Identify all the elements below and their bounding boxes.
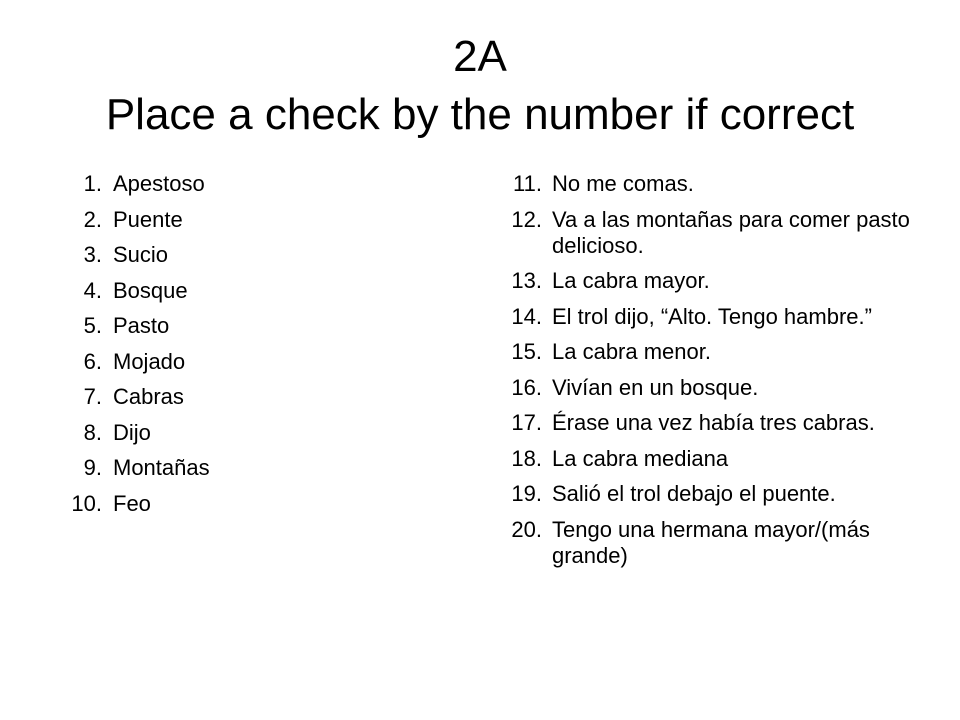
- slide-title: [0, 28, 960, 144]
- item-text: Salió el trol debajo el puente.: [552, 481, 836, 506]
- item-number: 15.: [511, 339, 542, 364]
- vocabulary-list: [62, 171, 442, 526]
- item-number: 9.: [83, 455, 102, 480]
- item-number: 12.: [511, 206, 542, 232]
- list-item: [62, 313, 442, 339]
- list-item: [490, 207, 910, 259]
- item-number: 14.: [511, 303, 542, 329]
- item-text: Dijo: [113, 419, 151, 445]
- list-item: [490, 375, 910, 401]
- item-number: 7.: [83, 384, 102, 409]
- title-line-2: Place a check by the number if correct: [105, 90, 855, 139]
- item-text: Tengo una hermana mayor/(más grande): [552, 516, 870, 568]
- item-number: 19.: [511, 481, 542, 506]
- item-number: 20.: [511, 516, 542, 542]
- list-item: [62, 455, 442, 481]
- item-text: Pasto: [113, 313, 170, 338]
- list-item: [490, 410, 910, 436]
- item-text: Apestoso: [113, 171, 205, 196]
- list-item: [62, 491, 442, 517]
- title-line-1: 2A: [453, 32, 507, 81]
- item-number: 6.: [83, 348, 102, 374]
- item-text: Mojado: [113, 348, 186, 374]
- list-item: [62, 171, 442, 197]
- list-item: [62, 420, 442, 446]
- sentence-list: [490, 171, 910, 578]
- item-text: La cabra mediana: [552, 445, 729, 471]
- list-item: [490, 304, 910, 330]
- item-text: Va a las montañas para comer pasto delicioso.: [552, 206, 910, 258]
- list-item: [490, 446, 910, 472]
- list-item: [62, 384, 442, 410]
- item-number: 16.: [511, 374, 542, 400]
- list-item: [490, 481, 910, 507]
- list-item: [490, 171, 910, 197]
- item-text: Érase una vez había tres cabras.: [552, 410, 875, 435]
- list-item: [490, 268, 910, 294]
- item-number: 8.: [83, 419, 102, 445]
- item-text: Feo: [113, 490, 151, 516]
- item-number: 2.: [83, 206, 102, 232]
- item-number: 5.: [83, 313, 102, 338]
- list-item: [62, 207, 442, 233]
- item-number: 10.: [71, 490, 102, 516]
- list-item: [62, 349, 442, 375]
- item-number: 13.: [511, 268, 542, 293]
- item-text: Sucio: [113, 242, 169, 267]
- item-text: Cabras: [113, 384, 184, 409]
- item-text: El trol dijo, “Alto. Tengo hambre.”: [552, 303, 872, 329]
- list-item: [62, 278, 442, 304]
- item-text: La cabra mayor.: [552, 268, 710, 293]
- item-text: Montañas: [113, 455, 210, 480]
- item-text: No me comas.: [552, 171, 694, 196]
- item-number: 18.: [511, 445, 542, 471]
- item-number: 3.: [83, 242, 102, 267]
- item-number: 1.: [83, 171, 102, 196]
- item-number: 11.: [513, 171, 542, 196]
- item-text: La cabra menor.: [552, 339, 711, 364]
- item-text: Puente: [113, 206, 183, 232]
- item-text: Vivían en un bosque.: [552, 374, 759, 400]
- list-item: [490, 339, 910, 365]
- item-number: 4.: [83, 277, 102, 303]
- list-item: [62, 242, 442, 268]
- item-number: 17.: [511, 410, 542, 435]
- item-text: Bosque: [113, 277, 188, 303]
- list-item: [490, 517, 910, 569]
